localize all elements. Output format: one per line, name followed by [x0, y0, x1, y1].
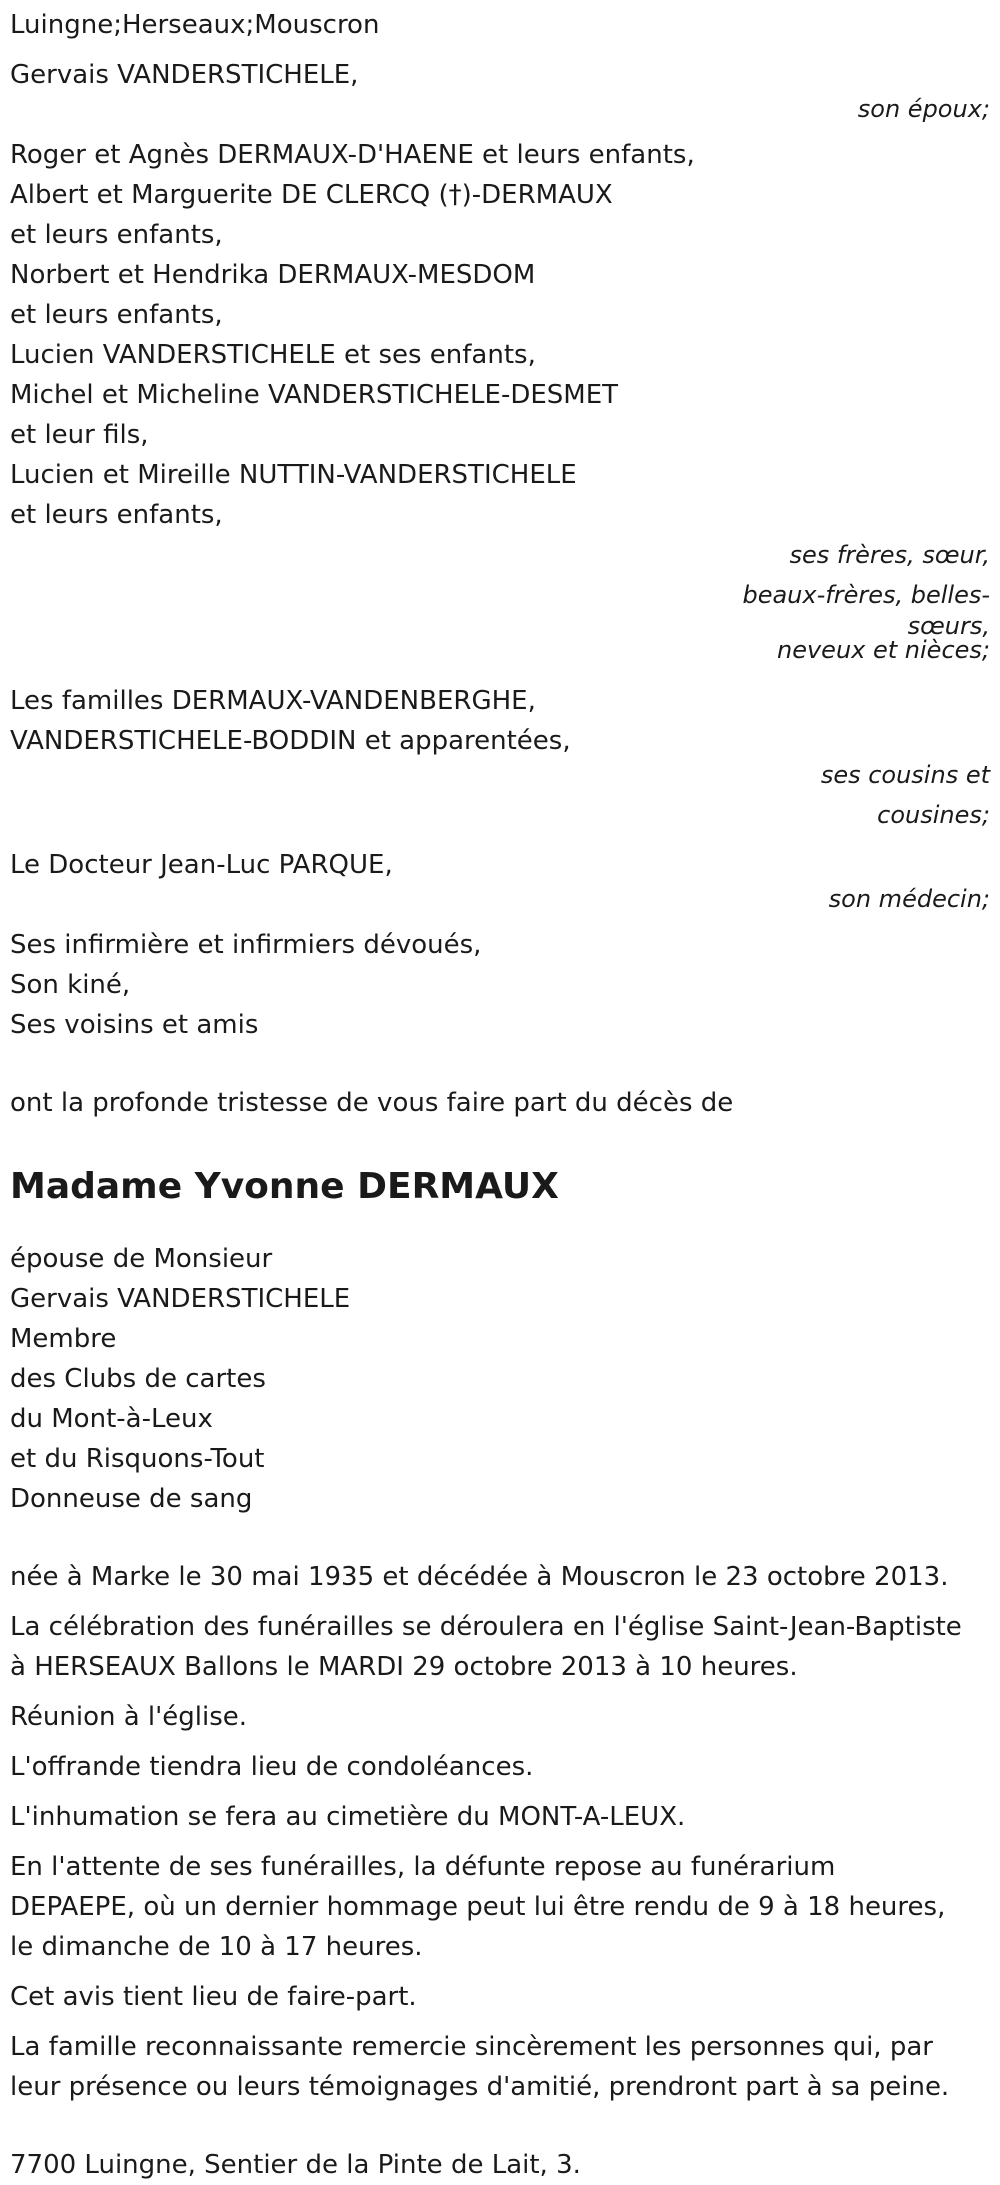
- sibling-line: et leurs enfants,: [10, 220, 223, 250]
- obituary-notice: [10, 5, 1000, 2185]
- cousins-line: VANDERSTICHELE-BODDIN et apparentées,: [10, 726, 571, 756]
- others-line: Ses infirmière et infirmiers dévoués,: [10, 930, 482, 960]
- detail-line: et du Risquons-Tout: [10, 1444, 265, 1474]
- thanks-paragraph: [10, 2027, 1000, 2107]
- paragraph-line: La célébration des funérailles se déroulera en l'église Saint-Jean-Baptiste: [10, 1612, 962, 1642]
- siblings-section: [10, 135, 1000, 663]
- spouse-role: son époux;: [857, 95, 990, 123]
- sibling-line: Lucien et Mireille NUTTIN-VANDERSTICHELE: [10, 460, 577, 490]
- paragraph-line: Réunion à l'église.: [10, 1702, 248, 1732]
- spouse-name: Gervais VANDERSTICHELE,: [10, 60, 359, 90]
- announcement-text: ont la profonde tristesse de vous faire part du décès de: [10, 1088, 734, 1118]
- cousins-line: Les familles DERMAUX-VANDENBERGHE,: [10, 686, 536, 716]
- cousins-section: [10, 681, 1000, 835]
- sibling-line: Michel et Micheline VANDERSTICHELE-DESMET: [10, 380, 619, 410]
- sibling-line: Norbert et Hendrika DERMAUX-MESDOM: [10, 260, 536, 290]
- detail-line: du Mont-à-Leux: [10, 1404, 213, 1434]
- sibling-line: et leur fils,: [10, 420, 149, 450]
- offering-paragraph: [10, 1747, 1000, 1787]
- paragraph-line: L'inhumation se fera au cimetière du MONT-A-LEUX.: [10, 1802, 686, 1832]
- siblings-role-line: sœurs,: [907, 612, 990, 640]
- others-section: [10, 925, 1000, 1045]
- detail-line: épouse de Monsieur: [10, 1244, 273, 1274]
- detail-line: Donneuse de sang: [10, 1484, 253, 1514]
- paragraph-line: La famille reconnaissante remercie sincèrement les personnes qui, par: [10, 2032, 933, 2062]
- paragraph-line: DEPAEPE, où un dernier hommage peut lui être rendu de 9 à 18 heures,: [10, 1892, 946, 1922]
- notice-paragraph: [10, 1977, 1000, 2017]
- others-line: Ses voisins et amis: [10, 1010, 259, 1040]
- funeral-paragraph: [10, 1607, 1000, 1687]
- paragraph-line: En l'attente de ses funérailles, la défunte repose au funérarium: [10, 1852, 836, 1882]
- birth-death-paragraph: [10, 1557, 1000, 1597]
- sibling-line: et leurs enfants,: [10, 500, 223, 530]
- sibling-line: Roger et Agnès DERMAUX-D'HAENE et leurs enfants,: [10, 140, 695, 170]
- burial-paragraph: [10, 1797, 1000, 1837]
- doctor-name: Le Docteur Jean-Luc PARQUE,: [10, 850, 393, 880]
- details-section: [10, 1239, 1000, 1519]
- sibling-line: Lucien VANDERSTICHELE et ses enfants,: [10, 340, 536, 370]
- siblings-role-line: beaux-frères, belles-: [742, 581, 990, 609]
- siblings-role-line: neveux et nièces;: [777, 636, 990, 664]
- doctor-section: [10, 845, 1000, 919]
- cousins-role-line: cousines;: [877, 801, 990, 829]
- paragraph-line: Cet avis tient lieu de faire-part.: [10, 1982, 417, 2012]
- paragraph-line: leur présence ou leurs témoignages d'amitié, prendront part à sa peine.: [10, 2072, 950, 2102]
- sibling-line: et leurs enfants,: [10, 300, 223, 330]
- paragraph-line: à HERSEAUX Ballons le MARDI 29 octobre 2013 à 10 heures.: [10, 1652, 798, 1682]
- detail-line: Gervais VANDERSTICHELE: [10, 1284, 351, 1314]
- sibling-line: Albert et Marguerite DE CLERCQ (†)-DERMAUX: [10, 180, 613, 210]
- paragraphs-section: [10, 1557, 1000, 2107]
- funerarium-paragraph: [10, 1847, 1000, 1967]
- detail-line: Membre: [10, 1324, 117, 1354]
- others-line: Son kiné,: [10, 970, 131, 1000]
- address-line: 7700 Luingne, Sentier de la Pinte de Lait, 3.: [10, 2150, 581, 2180]
- paragraph-line: le dimanche de 10 à 17 heures.: [10, 1932, 423, 1962]
- paragraph-line: née à Marke le 30 mai 1935 et décédée à Mouscron le 23 octobre 2013.: [10, 1562, 949, 1592]
- cousins-role-line: ses cousins et: [820, 761, 990, 789]
- paragraph-line: L'offrande tiendra lieu de condoléances.: [10, 1752, 534, 1782]
- siblings-role-line: ses frères, sœur,: [789, 541, 990, 569]
- meeting-paragraph: [10, 1697, 1000, 1737]
- deceased-name: Madame Yvonne DERMAUX: [10, 1166, 559, 1207]
- locations-header: Luingne;Herseaux;Mouscron: [10, 10, 380, 40]
- detail-line: des Clubs de cartes: [10, 1364, 266, 1394]
- spouse-section: [10, 55, 1000, 129]
- doctor-role: son médecin;: [828, 885, 990, 913]
